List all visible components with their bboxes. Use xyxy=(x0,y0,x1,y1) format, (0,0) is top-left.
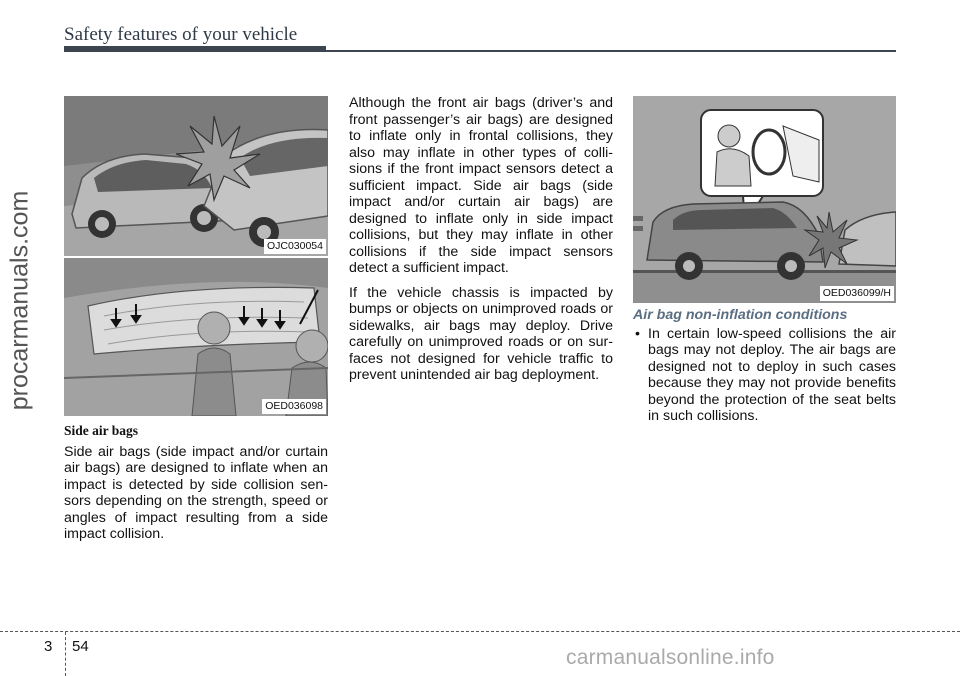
paragraph-unimproved-roads: If the vehicle chassis is impacted by bumps or objects on unimproved roads or sidewalks, air bags may deploy. Drive carefully on unimproved roads or on sur-faces not designed for vehicle traffic to prevent unintended air bag deployment. xyxy=(349,284,613,383)
page-number: 54 xyxy=(72,638,89,655)
footer-rule xyxy=(0,631,960,632)
figure-side-collision xyxy=(64,96,328,256)
paragraph-side-air-bags: Side air bags (side impact and/or curtain air bags) are designed to inflate when an impact is detected by side collision sen-sors depending on the strength, speed or angles of impact resulting from a side impact collision. xyxy=(64,443,328,542)
footer-divider xyxy=(65,632,66,676)
section-heading-side-air-bags: Side air bags xyxy=(64,423,139,438)
curtain-airbag-illustration xyxy=(64,258,328,416)
section-number: 3 xyxy=(44,638,53,655)
column-right xyxy=(633,307,896,425)
list-item xyxy=(633,326,896,425)
watermark-vertical-text: procarmanuals.com xyxy=(5,190,34,410)
watermark-bottom: carmanualsonline.info xyxy=(566,646,775,669)
section-heading-non-inflation: Air bag non-inflation conditions xyxy=(633,307,848,323)
page-header-title: Safety features of your vehicle xyxy=(64,24,298,45)
header-rule-thick xyxy=(64,46,326,52)
figure-curtain-airbag xyxy=(64,258,328,416)
figure-label: OJC030054 xyxy=(264,239,326,254)
figure-label: OED036098 xyxy=(262,399,326,414)
bullet-mark: • xyxy=(635,325,640,342)
paragraph-front-air-bags: Although the front air bags (driver’s and front passenger’s air bags) are designed to inflate only in frontal collisions, they also may inflate in other types of colli-sions if the front impact sensors detect a sufficient impact. Side air bags (side impact and/or curtain air bags) are designed to inflate only in side impact collisions, but they may inflate in other collisions if the side impact sensors detect a sufficient impact. xyxy=(349,95,613,276)
side-collision-illustration xyxy=(64,96,328,256)
column-middle xyxy=(349,95,613,392)
header-rule-thin xyxy=(326,50,896,52)
figure-low-speed-collision xyxy=(633,96,896,303)
watermark-vertical xyxy=(2,140,38,460)
low-speed-collision-illustration xyxy=(633,96,896,303)
bullet-text: In certain low-speed collisions the air bags may not deploy. The air bags are designed not to deploy in such cases because they may not provide benefits beyond the protection of the seat belts in such collisions. xyxy=(648,325,896,424)
figure-label: OED036099/H xyxy=(820,286,894,301)
column-left xyxy=(64,423,328,551)
